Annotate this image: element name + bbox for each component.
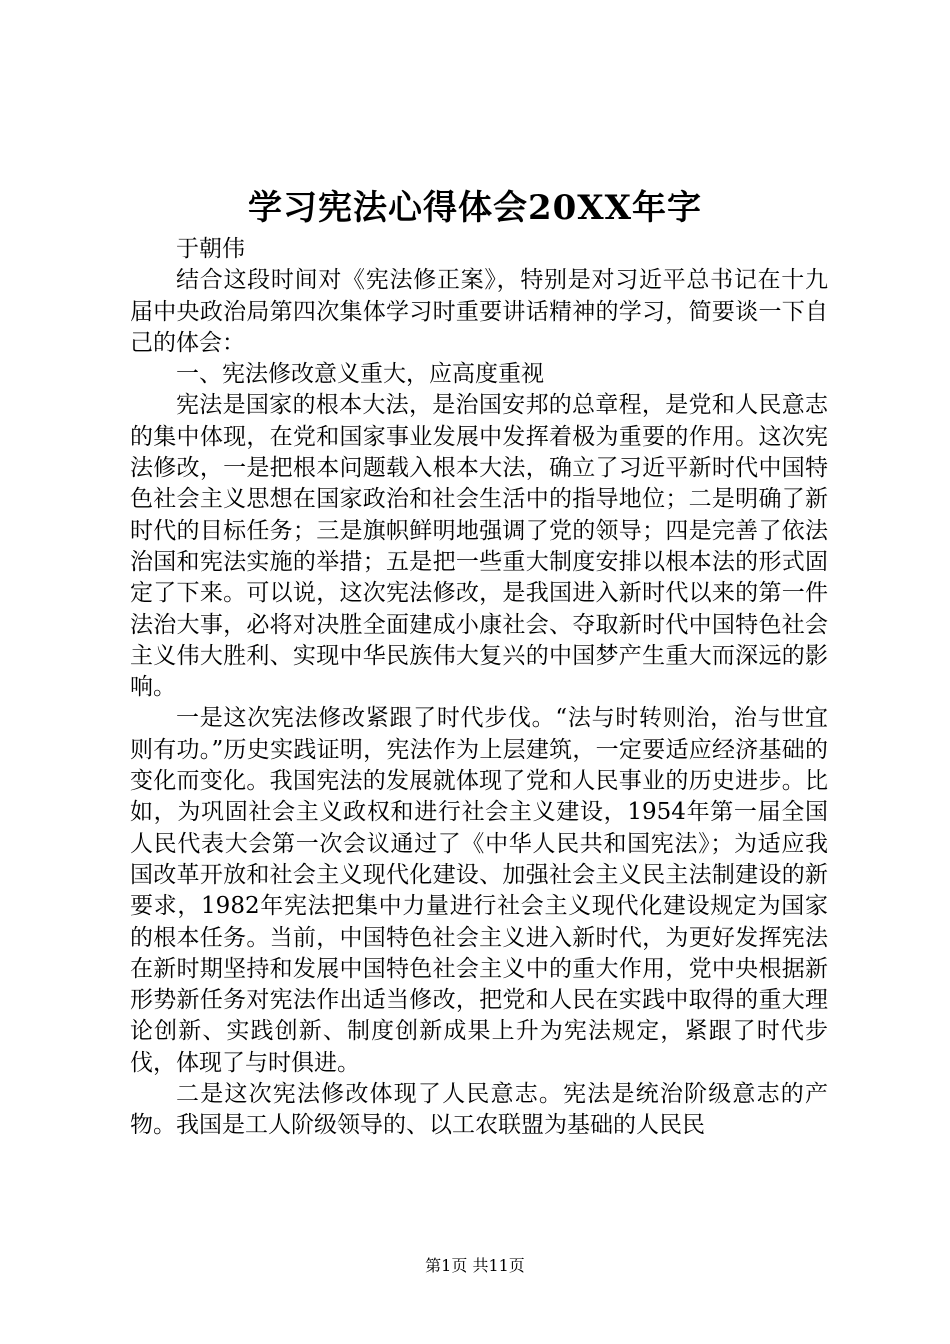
paragraph: 宪法是国家的根本大法，是治国安邦的总章程，是党和人民意志的集中体现，在党和国家事业发展中发挥着极为重要的作用。这次宪法修改，一是把根本问题载入根本大法，确立了习近平新时代中国特色社会主义思想在国家政治和社会生活中的指导地位；二是明确了新时代的目标任务；三是旗帜鲜明地强调了党的领导；四是完善了依法治国和宪法实施的举措；五是把一些重大制度安排以根本法的形式固定了下来。可以说，这次宪法修改，是我国进入新时代以来的第一件法治大事，必将对决胜全面建成小康社会、夺取新时代中国特色社会主义伟大胜利、实现中华民族伟大复兴的中国梦产生重大而深远的影响。: [130, 392, 828, 701]
page-footer: 第1页 共11页: [425, 1256, 525, 1275]
document-body: [130, 234, 828, 1142]
paragraph: 一是这次宪法修改紧跟了时代步伐。“法与时转则治，治与世宜则有功。”历史实践证明，宪法作为上层建筑，一定要适应经济基础的变化而变化。我国宪法的发展就体现了党和人民事业的历史进步。比如，为巩固社会主义政权和进行社会主义建设，1954年第一届全国人民代表大会第一次会议通过了《中华人民共和国宪法》；为适应我国改革开放和社会主义现代化建设、加强社会主义民主法制建设的新要求，1982年宪法把集中力量进行社会主义现代化建设规定为国家的根本任务。当前，中国特色社会主义进入新时代，为更好发挥宪法在新时期坚持和发展中国特色社会主义中的重大作用，党中央根据新形势新任务对宪法作出适当修改，把党和人民在实践中取得的重大理论创新、实践创新、制度创新成果上升为宪法规定，紧跟了时代步伐，体现了与时俱进。: [130, 705, 828, 1076]
paragraph: 结合这段时间对《宪法修正案》，特别是对习近平总书记在十九届中央政治局第四次集体学习时重要讲话精神的学习，简要谈一下自己的体会：: [130, 267, 828, 356]
document-title: 学习宪法心得体会20XX年字: [247, 188, 703, 228]
paragraph: 二是这次宪法修改体现了人民意志。宪法是统治阶级意志的产物。我国是工人阶级领导的、以工农联盟为基础的人民民: [130, 1081, 828, 1139]
author-line: 于朝伟: [176, 236, 245, 262]
section-heading: 一、宪法修改意义重大，应高度重视: [176, 361, 544, 388]
